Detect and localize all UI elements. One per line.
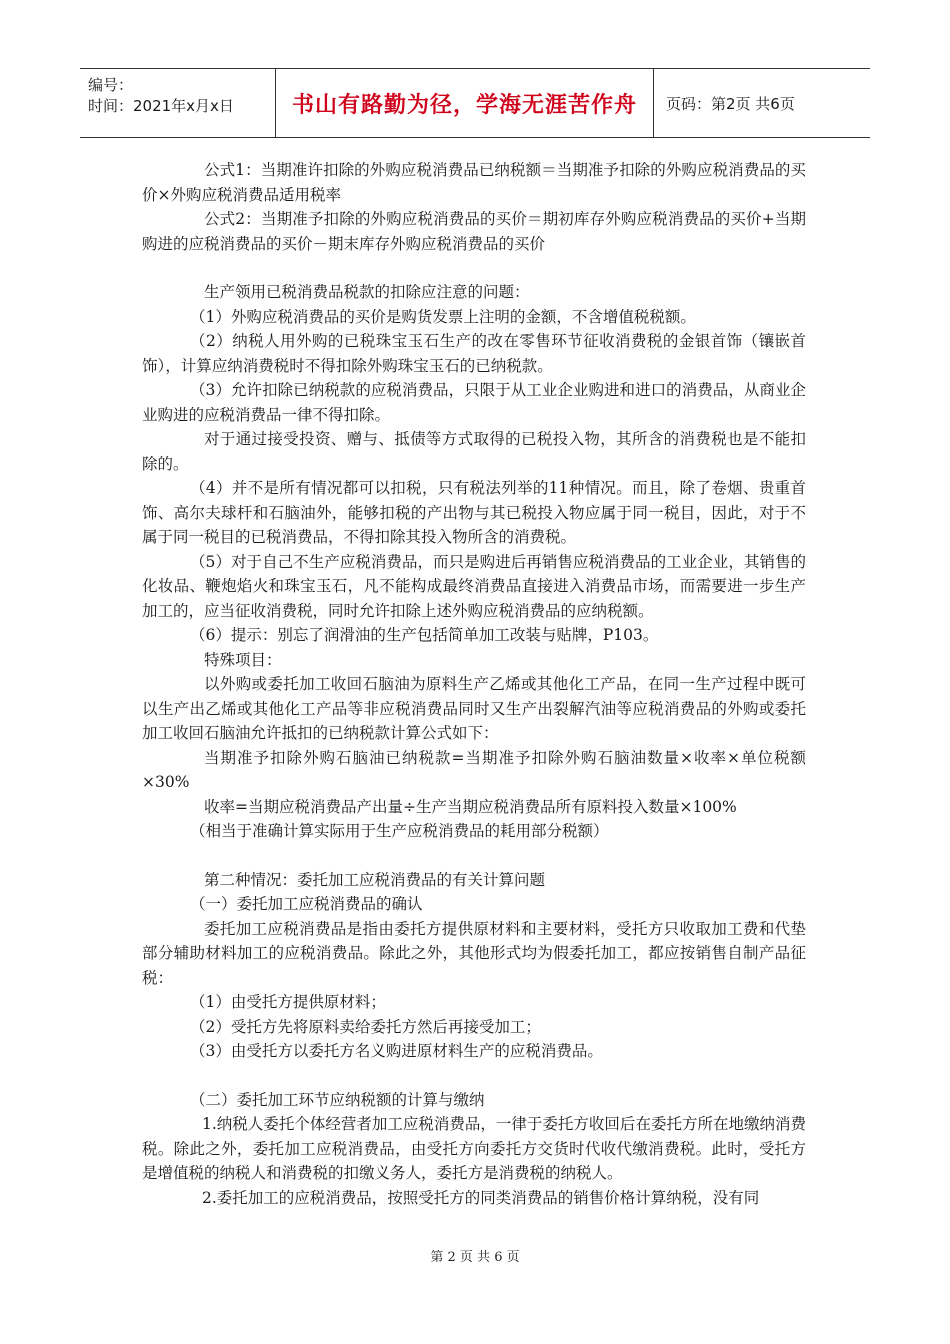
page-header bbox=[80, 68, 870, 138]
paragraph-special-heading: 特殊项目： bbox=[204, 650, 282, 669]
paragraph-list-item-1: （1）由受托方提供原材料； bbox=[190, 993, 386, 1011]
paragraph-item-3: （3）允许扣除已纳税款的应税消费品，只限于从工业企业购进和进口的消费品，从商业企业购进的应税消费品一律不得扣除。 bbox=[142, 381, 806, 424]
document-number-label: 编号： bbox=[88, 76, 134, 94]
paragraph-list-item-3: （3）由受托方以委托方名义购进原材料生产的应税消费品。 bbox=[190, 1042, 603, 1060]
paragraph-item-6: （6）提示：别忘了润滑油的生产包括简单加工改装与贴牌，P103。 bbox=[190, 626, 659, 644]
document-body bbox=[142, 158, 806, 1210]
paragraph-section-heading: 生产领用已税消费品税款的扣除应注意的问题： bbox=[204, 283, 530, 301]
paragraph-explanation: （相当于准确计算实际用于生产应税消费品的耗用部分税额） bbox=[190, 822, 609, 840]
paragraph-item-1: （1）外购应税消费品的买价是购货发票上注明的金额，不含增值税税额。 bbox=[190, 307, 696, 326]
paragraph-item-4: （4）并不是所有情况都可以扣税，只有税法列举的11种情况。而且，除了卷烟、贵重首饰、高尔夫球杆和石脑油外，能够扣税的产出物与其已税投入物应属于同一税目，因此，对于不属于同一税目的已税消费品，不得扣除其投入物所含的消费税。 bbox=[142, 479, 806, 546]
paragraph-list-item-2: （2）受托方先将原料卖给委托方然后再接受加工； bbox=[190, 1017, 541, 1036]
paragraph-special-body: 以外购或委托加工收回石脑油为原料生产乙烯或其他化工产品，在同一生产过程中既可以生产出乙烯或其他化工产品等非应税消费品同时又生产出裂解汽油等应税消费品的外购或委托加工收回石脑油允许抵扣的已纳税款计算公式如下： bbox=[142, 675, 806, 742]
paragraph-note: 对于通过接受投资、赠与、抵债等方式取得的已税投入物，其所含的消费税也是不能扣除的。 bbox=[142, 430, 806, 473]
paragraph-subheading-2: （二）委托加工环节应纳税额的计算与缴纳 bbox=[190, 1090, 485, 1109]
paragraph-case-two-heading: 第二种情况：委托加工应税消费品的有关计算问题 bbox=[204, 870, 546, 889]
paragraph-definition: 委托加工应税消费品是指由委托方提供原材料和主要材料，受托方只收取加工费和代垫部分辅助材料加工的应税消费品。除此之外，其他形式均为假委托加工，都应按销售自制产品征税： bbox=[142, 919, 806, 987]
header-motto: 书山有路勤为径，学海无涯苦作舟 bbox=[276, 69, 654, 137]
spacer bbox=[142, 844, 806, 868]
document-time-label: 时间：2021年x月x日 bbox=[88, 97, 234, 115]
spacer bbox=[142, 1064, 806, 1088]
paragraph-subheading-1: （一）委托加工应税消费品的确认 bbox=[190, 895, 423, 913]
paragraph-item-5: （5）对于自己不生产应税消费品，而只是购进后再销售应税消费品的工业企业，其销售的化妆品、鞭炮焰火和珠宝玉石，凡不能构成最终消费品直接进入消费品市场，而需要进一步生产加工的，应当征收消费税，同时允许扣除上述外购应税消费品的应纳税额。 bbox=[142, 552, 806, 620]
header-meta bbox=[80, 69, 276, 137]
paragraph-item-2: （2）纳税人用外购的已税珠宝玉石生产的改在零售环节征收消费税的金银首饰（镶嵌首饰），计算应纳消费税时不得扣除外购珠宝玉石的已纳税款。 bbox=[142, 332, 806, 375]
paragraph-rule-2: 2.委托加工的应税消费品，按照受托方的同类消费品的销售价格计算纳税，没有同 bbox=[202, 1188, 760, 1207]
paragraph-formula-2: 公式2：当期准予扣除的外购应税消费品的买价＝期初库存外购应税消费品的买价+当期购进的应税消费品的买价－期末库存外购应税消费品的买价 bbox=[142, 210, 806, 253]
spacer bbox=[142, 256, 806, 280]
header-page-info: 页码：第2页 共6页 bbox=[666, 94, 795, 113]
paragraph-rule-1: 1.纳税人委托个体经营者加工应税消费品，一律于委托方收回后在委托方所在地缴纳消费税。除此之外，委托加工应税消费品，由受托方向委托方交货时代收代缴消费税。此时，受托方是增值税的纳税人和消费税的扣缴义务人，委托方是消费税的纳税人。 bbox=[142, 1115, 806, 1182]
paragraph-formula-yield: 收率=当期应税消费品产出量÷生产当期应税消费品所有原料投入数量×100% bbox=[204, 797, 737, 816]
paragraph-formula-1: 公式1：当期准许扣除的外购应税消费品已纳税额＝当期准予扣除的外购应税消费品的买价×外购应税消费品适用税率 bbox=[142, 161, 806, 204]
paragraph-formula-naphtha: 当期准予扣除外购石脑油已纳税款=当期准予扣除外购石脑油数量×收率×单位税额×30% bbox=[142, 748, 806, 791]
page-footer: 第 2 页 共 6 页 bbox=[430, 1250, 520, 1265]
